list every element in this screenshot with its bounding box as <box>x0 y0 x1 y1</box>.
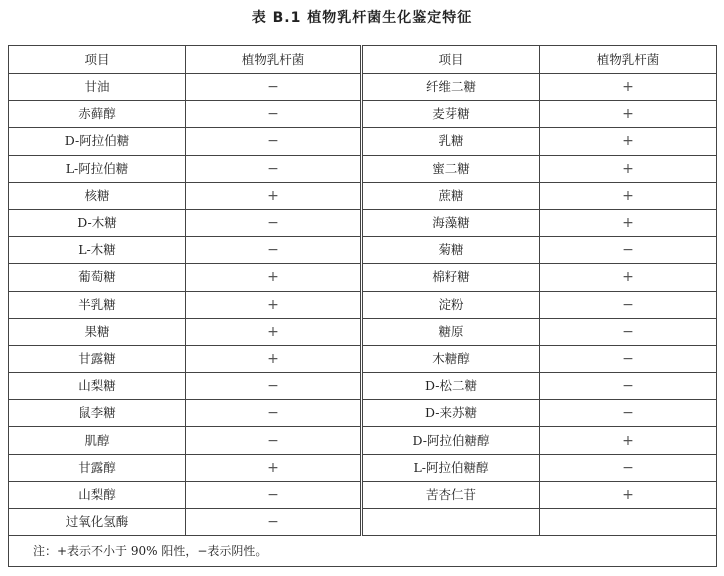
left-result-cell: + <box>186 454 362 481</box>
right-item-cell: 木糖醇 <box>362 345 540 372</box>
right-item-cell: 菊糖 <box>362 237 540 264</box>
right-result-cell: + <box>540 155 717 182</box>
left-result-cell: − <box>186 101 362 128</box>
right-result-cell <box>540 509 717 536</box>
right-result-cell: − <box>540 454 717 481</box>
table-row <box>9 74 717 101</box>
left-item-cell: 半乳糖 <box>9 291 186 318</box>
right-result-cell: + <box>540 182 717 209</box>
right-result-cell: − <box>540 291 717 318</box>
left-result-cell: + <box>186 318 362 345</box>
table-row <box>9 101 717 128</box>
header-species-right: 植物乳杆菌 <box>540 46 717 74</box>
right-item-cell: L-阿拉伯糖醇 <box>362 454 540 481</box>
right-result-cell: + <box>540 427 717 454</box>
table-row <box>9 454 717 481</box>
right-item-cell: 海藻糖 <box>362 209 540 236</box>
left-item-cell: 甘油 <box>9 74 186 101</box>
right-item-cell: 蜜二糖 <box>362 155 540 182</box>
right-result-cell: − <box>540 345 717 372</box>
left-item-cell: 鼠李糖 <box>9 400 186 427</box>
right-item-cell: 棉籽糖 <box>362 264 540 291</box>
left-result-cell: − <box>186 74 362 101</box>
table-row <box>9 209 717 236</box>
right-item-cell: 糖原 <box>362 318 540 345</box>
header-item-left: 项目 <box>9 46 186 74</box>
left-result-cell: + <box>186 345 362 372</box>
left-item-cell: 山梨醇 <box>9 481 186 508</box>
left-result-cell: − <box>186 209 362 236</box>
right-result-cell: + <box>540 481 717 508</box>
left-item-cell: 甘露糖 <box>9 345 186 372</box>
right-result-cell: − <box>540 373 717 400</box>
left-item-cell: L-木糖 <box>9 237 186 264</box>
header-item-right: 项目 <box>362 46 540 74</box>
right-result-cell: − <box>540 318 717 345</box>
left-result-cell: − <box>186 509 362 536</box>
right-item-cell: D-松二糖 <box>362 373 540 400</box>
table-row <box>9 182 717 209</box>
table-row <box>9 237 717 264</box>
header-row <box>9 46 717 74</box>
right-result-cell: − <box>540 237 717 264</box>
left-item-cell: 过氧化氢酶 <box>9 509 186 536</box>
left-item-cell: 赤藓醇 <box>9 101 186 128</box>
right-result-cell: + <box>540 74 717 101</box>
table-row <box>9 291 717 318</box>
left-result-cell: − <box>186 481 362 508</box>
right-result-cell: + <box>540 264 717 291</box>
right-item-cell: D-阿拉伯糖醇 <box>362 427 540 454</box>
right-item-cell: D-来苏糖 <box>362 400 540 427</box>
table-row <box>9 155 717 182</box>
table-row <box>9 264 717 291</box>
left-result-cell: + <box>186 291 362 318</box>
left-result-cell: − <box>186 155 362 182</box>
header-species-left: 植物乳杆菌 <box>186 46 362 74</box>
right-result-cell: − <box>540 400 717 427</box>
right-item-cell: 乳糖 <box>362 128 540 155</box>
table-row <box>9 481 717 508</box>
table-body <box>9 74 717 536</box>
right-item-cell: 苦杏仁苷 <box>362 481 540 508</box>
left-item-cell: 肌醇 <box>9 427 186 454</box>
left-item-cell: 甘露醇 <box>9 454 186 481</box>
left-result-cell: − <box>186 237 362 264</box>
right-item-cell: 淀粉 <box>362 291 540 318</box>
left-result-cell: − <box>186 427 362 454</box>
left-result-cell: + <box>186 264 362 291</box>
left-result-cell: − <box>186 400 362 427</box>
note-row <box>9 536 717 567</box>
table-row <box>9 509 717 536</box>
left-result-cell: + <box>186 182 362 209</box>
left-item-cell: L-阿拉伯糖 <box>9 155 186 182</box>
left-item-cell: 果糖 <box>9 318 186 345</box>
left-item-cell: 葡萄糖 <box>9 264 186 291</box>
right-item-cell: 纤维二糖 <box>362 74 540 101</box>
table-title: 表 B.1 植物乳杆菌生化鉴定特征 <box>251 10 473 26</box>
left-result-cell: − <box>186 373 362 400</box>
right-item-cell <box>362 509 540 536</box>
table-row <box>9 345 717 372</box>
left-result-cell: − <box>186 128 362 155</box>
table-row <box>9 318 717 345</box>
biochemical-table <box>8 45 717 567</box>
table-row <box>9 400 717 427</box>
left-item-cell: 核糖 <box>9 182 186 209</box>
left-item-cell: 山梨糖 <box>9 373 186 400</box>
left-item-cell: D-阿拉伯糖 <box>9 128 186 155</box>
right-result-cell: + <box>540 209 717 236</box>
left-item-cell: D-木糖 <box>9 209 186 236</box>
table-note: 注：+表示不小于 90% 阳性，−表示阴性。 <box>9 536 717 567</box>
table-row <box>9 373 717 400</box>
right-result-cell: + <box>540 101 717 128</box>
right-item-cell: 蔗糖 <box>362 182 540 209</box>
table-row <box>9 427 717 454</box>
table-row <box>9 128 717 155</box>
right-item-cell: 麦芽糖 <box>362 101 540 128</box>
right-result-cell: + <box>540 128 717 155</box>
